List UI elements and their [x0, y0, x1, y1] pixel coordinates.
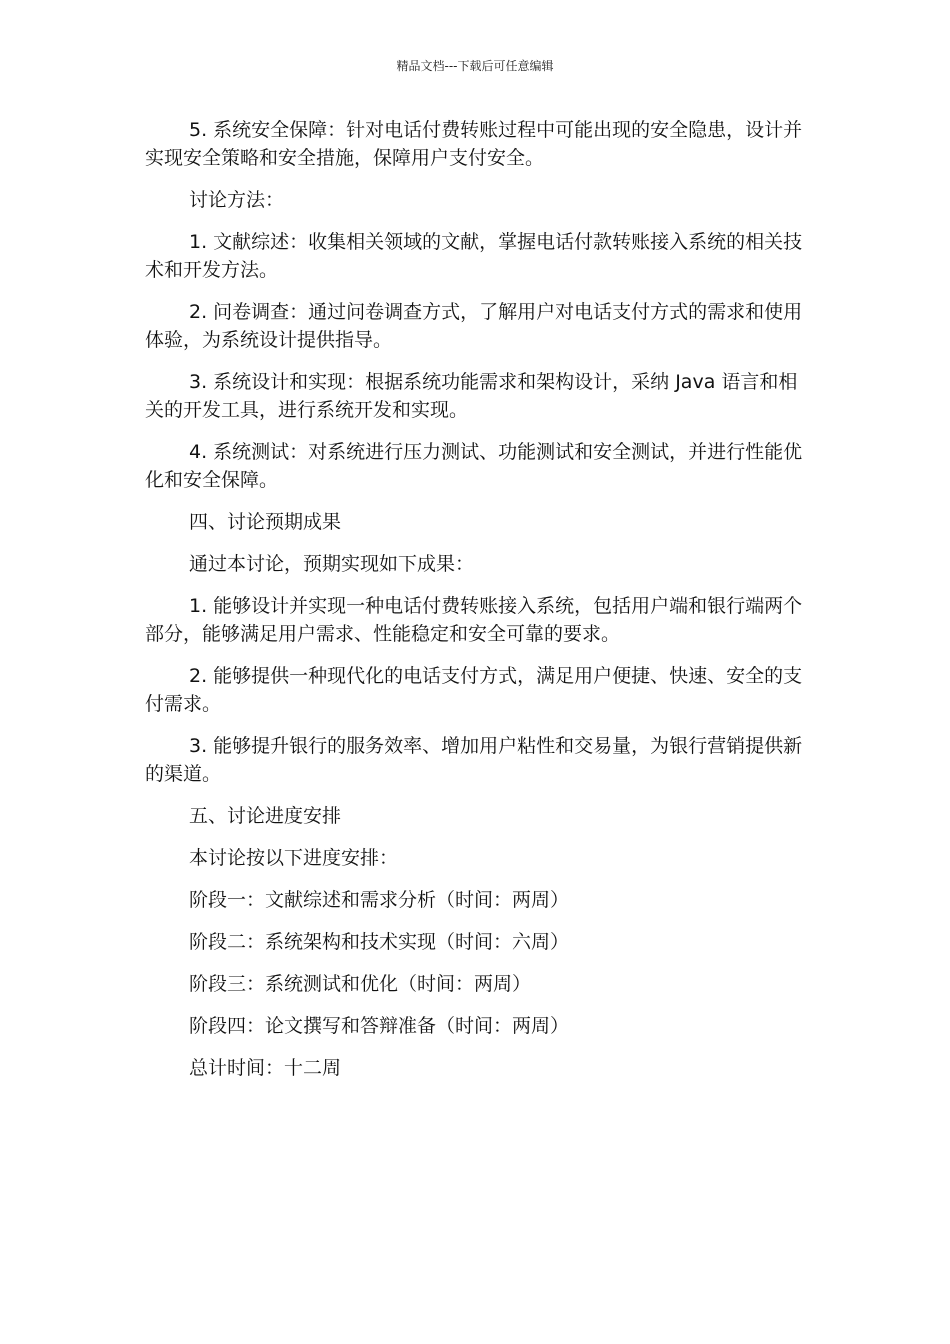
paragraph-system-testing: 4. 系统测试：对系统进行压力测试、功能测试和安全测试，并进行性能优化和安全保障。	[145, 441, 803, 491]
section-heading-schedule: 五、讨论进度安排	[189, 805, 342, 827]
paragraph-methods-heading: 讨论方法：	[189, 189, 285, 211]
paragraph-result-1: 1. 能够设计并实现一种电话付费转账接入系统，包括用户端和银行端两个部分，能够满足用户需求、性能稳定和安全可靠的要求。	[145, 595, 803, 645]
schedule-stage-1: 阶段一：文献综述和需求分析（时间：两周）	[189, 889, 570, 911]
schedule-stage-2: 阶段二：系统架构和技术实现（时间：六周）	[189, 931, 570, 953]
document-body	[145, 116, 805, 1096]
paragraph-literature-review: 1. 文献综述：收集相关领域的文献，掌握电话付款转账接入系统的相关技术和开发方法。	[145, 231, 803, 281]
paragraph-system-design: 3. 系统设计和实现：根据系统功能需求和架构设计，采纳 Java 语言和相关的开发工具，进行系统开发和实现。	[145, 371, 798, 421]
paragraph-schedule-intro: 本讨论按以下进度安排：	[189, 847, 399, 869]
schedule-stage-3: 阶段三：系统测试和优化（时间：两周）	[189, 973, 532, 995]
schedule-stage-4: 阶段四：论文撰写和答辩准备（时间：两周）	[189, 1015, 570, 1037]
paragraph-expected-intro: 通过本讨论，预期实现如下成果：	[189, 553, 475, 575]
page-header: 精品文档---下载后可任意编辑	[396, 59, 554, 73]
paragraph-security: 5. 系统安全保障：针对电话付费转账过程中可能出现的安全隐患，设计并实现安全策略和安全措施，保障用户支付安全。	[145, 119, 803, 169]
paragraph-questionnaire: 2. 问卷调查：通过问卷调查方式，了解用户对电话支付方式的需求和使用体验，为系统设计提供指导。	[145, 301, 803, 351]
paragraph-result-3: 3. 能够提升银行的服务效率、增加用户粘性和交易量，为银行营销提供新的渠道。	[145, 735, 803, 785]
paragraph-result-2: 2. 能够提供一种现代化的电话支付方式，满足用户便捷、快速、安全的支付需求。	[145, 665, 803, 715]
schedule-total: 总计时间：十二周	[189, 1057, 342, 1079]
section-heading-expected-results: 四、讨论预期成果	[189, 511, 342, 533]
